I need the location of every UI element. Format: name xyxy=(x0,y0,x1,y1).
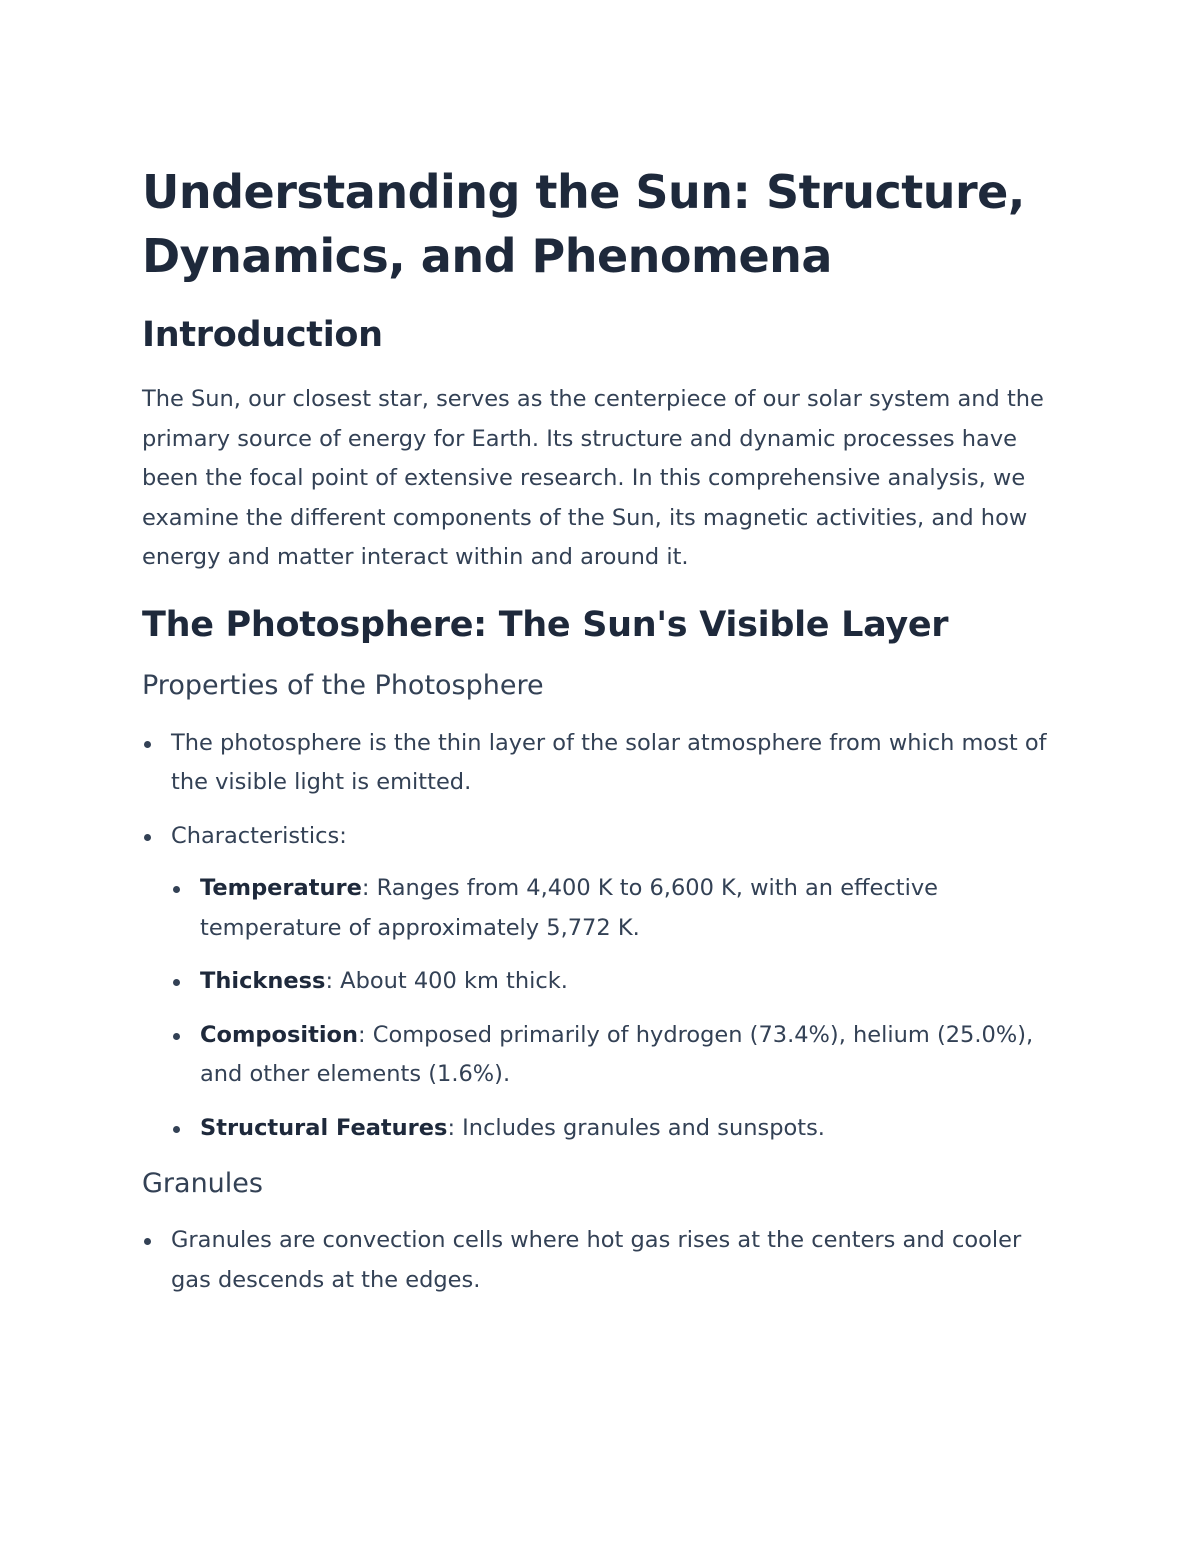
term-description: : Includes granules and sunspots. xyxy=(447,1114,825,1141)
bullet-icon xyxy=(173,1126,180,1133)
bullet-icon xyxy=(144,834,151,841)
bullet-icon xyxy=(144,741,151,748)
section-heading-photosphere: The Photosphere: The Sun's Visible Layer xyxy=(142,604,949,645)
bullet-icon xyxy=(144,1238,151,1245)
list-item xyxy=(142,724,1067,803)
properties-list xyxy=(142,724,1067,857)
list-item xyxy=(171,962,1067,1002)
list-item xyxy=(171,1109,1067,1149)
bullet-icon xyxy=(173,886,180,893)
term-label: Temperature xyxy=(200,875,362,901)
term-description: : About 400 km thick. xyxy=(325,968,568,994)
term-label: Structural Features xyxy=(200,1114,448,1141)
characteristics-list xyxy=(171,869,1067,1148)
list-item xyxy=(171,1016,1067,1095)
bullet-icon xyxy=(173,1033,180,1040)
list-item-text: Granules are convection cells where hot gas rises at the centers and cooler gas descends at the edges. xyxy=(171,1227,1022,1293)
granules-list xyxy=(142,1221,1067,1300)
subsection-heading-granules: Granules xyxy=(142,1168,263,1199)
list-item xyxy=(142,817,1067,857)
page-title: Understanding the Sun: Structure, Dynamics, and Phenomena xyxy=(142,165,1025,283)
intro-paragraph: The Sun, our closest star, serves as the centerpiece of our solar system and the primary source of energy for Earth. Its structure and dynamic processes have been the focal point of extensive research. In this comprehensive analysis, we examine the different components of the Sun, its magnetic activities, and how energy and matter interact within and around it. xyxy=(142,386,1044,570)
subsection-heading-properties: Properties of the Photosphere xyxy=(142,669,544,701)
term-label: Composition xyxy=(200,1021,359,1048)
bullet-icon xyxy=(173,979,180,986)
section-heading-introduction: Introduction xyxy=(142,315,383,355)
term-label: Thickness xyxy=(200,968,326,994)
term-description: : Composed primarily of hydrogen (73.4%), helium (25.0%), and other elements (1.6%). xyxy=(200,1021,1034,1087)
list-item xyxy=(142,1221,1067,1300)
list-item xyxy=(171,869,1067,948)
list-item-text: The photosphere is the thin layer of the solar atmosphere from which most of the visible light is emitted. xyxy=(171,729,1047,795)
term-description: : Ranges from 4,400 K to 6,600 K, with an effective temperature of approximately 5,772 K. xyxy=(200,875,938,941)
document-page xyxy=(142,160,1067,1300)
list-item-text: Characteristics: xyxy=(171,822,347,849)
